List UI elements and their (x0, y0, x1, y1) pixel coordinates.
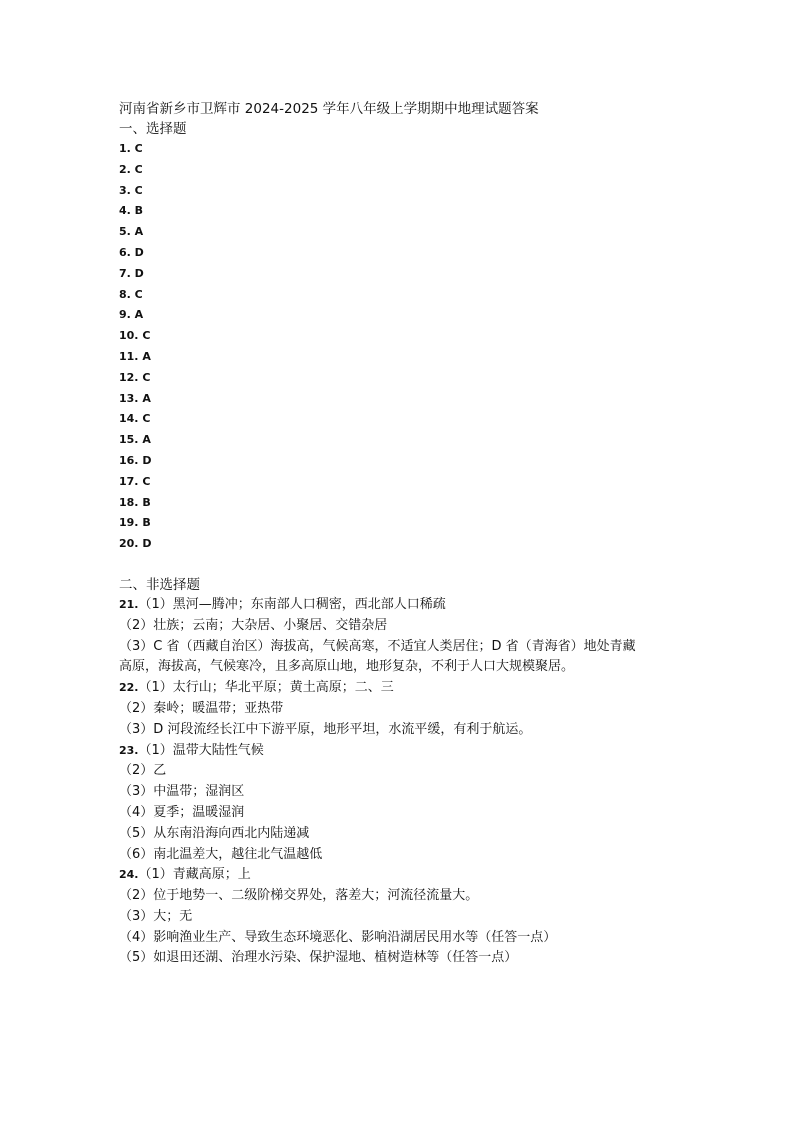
mc-answer: 18. B (119, 495, 151, 509)
answer-line: （2）乙 (119, 763, 167, 779)
answer-line: （2）壮族；云南；大杂居、小聚居、交错杂居 (119, 617, 388, 633)
question-21 (119, 595, 719, 678)
mc-answer: 6. D (119, 245, 144, 259)
mc-answer: 13. A (119, 391, 151, 405)
mc-answer: 14. C (119, 412, 151, 426)
mc-answer: 15. A (119, 433, 151, 447)
question-number: 22. (119, 681, 139, 695)
spacer (119, 555, 719, 575)
answer-line: （1）青藏高原；上 (138, 867, 251, 883)
section-multiple-choice-heading: 一、选择题 (119, 121, 187, 137)
mc-answer: 8. C (119, 287, 143, 301)
question-23 (119, 741, 719, 866)
answer-line: （3）大；无 (119, 908, 193, 924)
question-24 (119, 865, 719, 969)
answer-line: 高原，海拔高，气候寒冷，且多高原山地，地形复杂，不利于人口大规模聚居。 (119, 659, 575, 675)
answer-line: （3）D 河段流经长江中下游平原，地形平坦，水流平缓，有利于航运。 (119, 721, 532, 737)
mc-answer: 10. C (119, 329, 151, 343)
mc-answer: 2. C (119, 162, 143, 176)
answer-line: （1）温带大陆性气候 (138, 742, 264, 758)
mc-answer: 20. D (119, 537, 152, 551)
mc-answer: 5. A (119, 225, 144, 239)
answer-line: （3）C 省（西藏自治区）海拔高，气候高寒，不适宜人类居住；D 省（青海省）地处青藏 (119, 638, 636, 654)
mc-answer: 11. A (119, 349, 151, 363)
mc-answer: 3. C (119, 183, 143, 197)
answer-line: （2）位于地势一、二级阶梯交界处，落差大；河流径流量大。 (119, 888, 479, 904)
answer-line: （3）中温带；湿润区 (119, 784, 245, 800)
answer-line: （6）南北温差大，越往北气温越低 (119, 846, 323, 862)
question-number: 24. (119, 868, 139, 882)
mc-answer: 16. D (119, 453, 152, 467)
question-number: 21. (119, 597, 139, 611)
mc-answer: 9. A (119, 308, 144, 322)
document-title: 河南省新乡市卫辉市 2024-2025 学年八年级上学期期中地理试题答案 (119, 101, 539, 117)
answer-document (119, 99, 719, 969)
multiple-choice-answers (119, 139, 719, 555)
mc-answer: 19. B (119, 516, 151, 530)
mc-answer: 7. D (119, 266, 144, 280)
question-number: 23. (119, 743, 139, 757)
mc-answer: 17. C (119, 474, 151, 488)
answer-line: （5）如退田还湖、治理水污染、保护湿地、植树造林等（任答一点） (119, 950, 518, 966)
answer-line: （2）秦岭；暖温带；亚热带 (119, 700, 284, 716)
answer-line: （1）太行山；华北平原；黄土高原；二、三 (138, 680, 394, 696)
mc-answer: 1. C (119, 142, 143, 155)
answer-line: （4）夏季；温暖湿润 (119, 804, 245, 820)
mc-answer: 4. B (119, 204, 144, 218)
answer-line: （4）影响渔业生产、导致生态环境恶化、影响沿湖居民用水等（任答一点） (119, 929, 557, 945)
answer-line: （1）黑河—腾冲；东南部人口稠密，西北部人口稀疏 (138, 596, 446, 612)
section-non-choice-heading: 二、非选择题 (119, 576, 200, 593)
answer-line: （5）从东南沿海向西北内陆递减 (119, 825, 310, 841)
question-22 (119, 678, 719, 740)
mc-answer: 12. C (119, 370, 151, 384)
